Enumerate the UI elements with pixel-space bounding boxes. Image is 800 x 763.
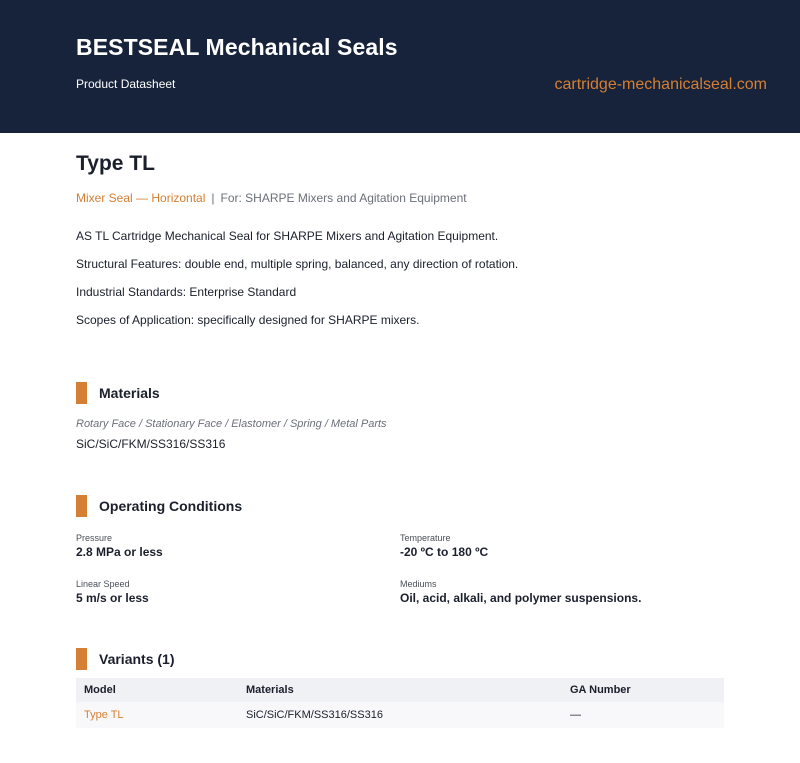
mediums-value: Oil, acid, alkali, and polymer suspensions. [400,591,642,605]
materials-subheading: Rotary Face / Stationary Face / Elastomer / Spring / Metal Parts [76,418,387,430]
product-application: For: SHARPE Mixers and Agitation Equipment [220,191,467,205]
column-header-ga-number: GA Number [570,684,631,696]
column-header-materials: Materials [246,684,294,696]
temperature-value: -20 ºC to 180 ºC [400,545,489,559]
mediums-label: Mediums [400,579,437,589]
section-title: Materials [99,385,160,401]
section-accent-bar [76,495,87,517]
column-header-model: Model [84,684,116,696]
product-title: Type TL [76,152,155,175]
header-subtitle: Product Datasheet [76,77,176,91]
variant-materials: SiC/SiC/FKM/SS316/SS316 [246,709,383,721]
description-line: Scopes of Application: specifically designed for SHARPE mixers. [76,313,420,327]
website-link[interactable]: cartridge-mechanicalseal.com [554,76,767,93]
variant-ga-number: — [570,709,581,721]
section-accent-bar [76,648,87,670]
pressure-value: 2.8 MPa or less [76,545,163,559]
section-title: Operating Conditions [99,498,243,514]
meta-separator: | [211,191,215,205]
section-title: Variants (1) [99,651,175,667]
section-accent-bar [76,382,87,404]
variant-model-link[interactable]: Type TL [84,709,124,721]
description-line: AS TL Cartridge Mechanical Seal for SHARPE Mixers and Agitation Equipment. [76,229,499,243]
variants-table [76,678,724,728]
brand-title: BESTSEAL Mechanical Seals [76,34,398,60]
temperature-label: Temperature [400,533,451,543]
description-line: Structural Features: double end, multiple spring, balanced, any direction of rotation. [76,257,519,271]
description-line: Industrial Standards: Enterprise Standard [76,285,297,299]
linear-speed-value: 5 m/s or less [76,591,149,605]
linear-speed-label: Linear Speed [76,579,130,589]
table-row [76,702,724,728]
page-header [0,0,800,133]
product-meta [76,191,467,205]
product-category: Mixer Seal — Horizontal [76,191,206,205]
table-header-row [76,678,724,702]
pressure-label: Pressure [76,533,113,543]
materials-value: SiC/SiC/FKM/SS316/SS316 [76,437,226,451]
